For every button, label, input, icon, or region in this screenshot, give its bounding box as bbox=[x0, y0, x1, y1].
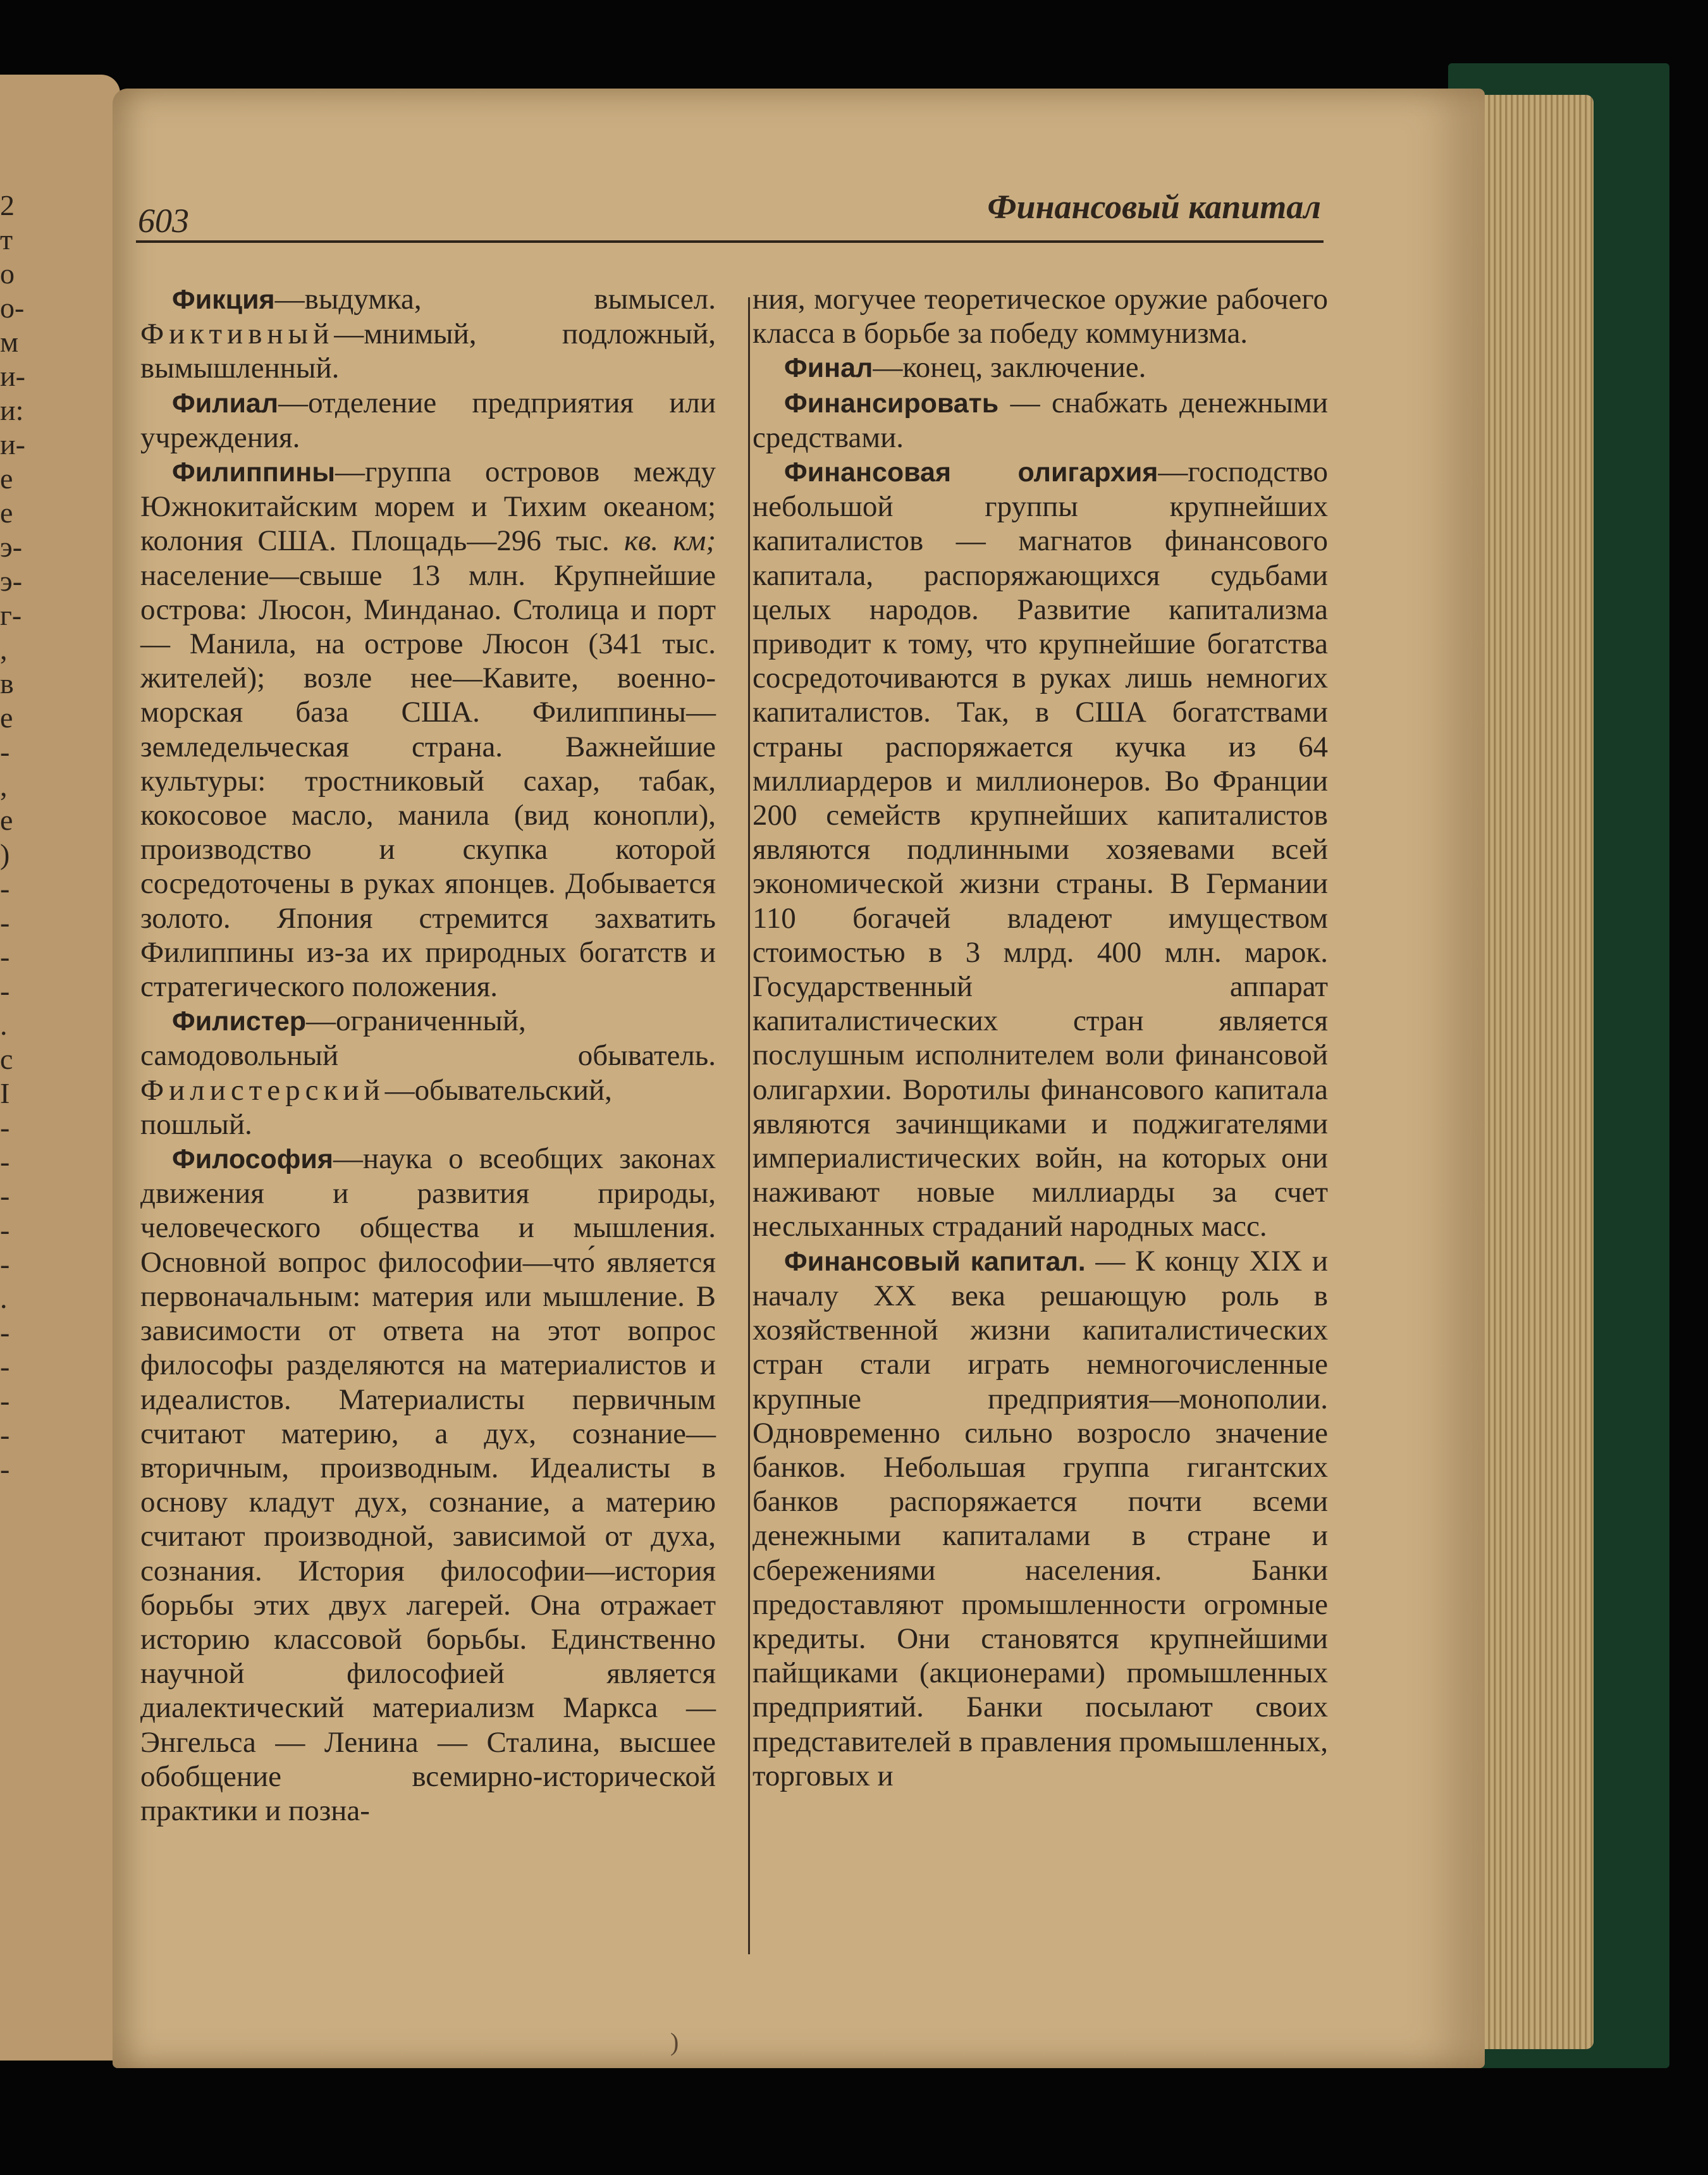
entry-text: —группа островов между Южнокитайским морем и Тихим океаном; колония США. Площадь—296 тыс. bbox=[140, 455, 716, 558]
entry-text: —отделение предприятия или учреждения. bbox=[140, 386, 716, 454]
entry-term: Финансовая олигархия bbox=[784, 457, 1158, 488]
sliver-character: - bbox=[0, 1111, 10, 1143]
sliver-character: - bbox=[0, 1316, 10, 1348]
entry-text: —обывательский, пошлый. bbox=[140, 1073, 612, 1141]
sliver-character: - bbox=[0, 906, 10, 939]
entry-subterm: Фиктивный bbox=[140, 317, 335, 351]
sliver-character: , bbox=[0, 770, 8, 802]
entry-text: —наука о всеобщих законах движения и развития природы, человеческого общества и мышления. Основной вопрос философии—что́ является первоначальным: материя или мышление. В зависимости от ответа на этот вопрос философы разделяются на материалистов и идеалистов. Материалисты первичным считают материю, а дух, сознание—вторичным, производным. Идеалисты в основу кладут дух, сознание, а материю считают производной, зависимой от духа, сознания. История философии—история борьбы этих двух лагерей. Она отражает историю классовой борьбы. Единственно научной философией является диалектический материализм Маркса — Энгельса — Ленина — Сталина, высшее обобщение всемирно-исторической практики и позна- bbox=[140, 1142, 716, 1827]
page-number: 603 bbox=[138, 202, 189, 240]
left-column bbox=[140, 282, 716, 1828]
sliver-character: е bbox=[0, 804, 13, 836]
sliver-character: - bbox=[0, 1180, 10, 1212]
sliver-character: с bbox=[0, 1043, 13, 1075]
entry-term: Финансировать bbox=[784, 388, 999, 419]
sliver-character: - bbox=[0, 1350, 10, 1383]
sliver-character: е bbox=[0, 701, 13, 734]
sliver-character: - bbox=[0, 1419, 10, 1451]
entry-filial bbox=[140, 386, 716, 455]
sliver-character: - bbox=[0, 1145, 10, 1178]
sliver-character: - bbox=[0, 1214, 10, 1246]
header-rule bbox=[136, 240, 1324, 243]
entry-subterm: Филистерский bbox=[140, 1073, 385, 1107]
entry-filister bbox=[140, 1004, 716, 1142]
sliver-character: - bbox=[0, 1248, 10, 1280]
entry-text: — К концу XIX и началу XX века решающую роль в хозяйственной жизни капиталистических стран стали играть немногочисленные крупные предприятия—монополии. Одновременно сильно возросло значение банков. Небольшая группа гигантских банков распоряжается почти всеми денежными капиталами в стране и сбережениями населения. Банки предоставляют промышленности огромные кредиты. Они становятся крупнейшими пайщиками (акционерами) промышленных предприятий. Банки посылают своих представителей в правления промышленных, торговых и bbox=[753, 1244, 1328, 1792]
entry-text: —мнимый, подложный, вымышленный. bbox=[140, 317, 716, 385]
sliver-character: - bbox=[0, 1384, 10, 1417]
entry-text: население—свыше 13 млн. Крупнейшие острова: Люсон, Минданао. Столица и порт — Манила, на острове Люсон (341 тыс. жителей); возле нее—Кавите, военно-морская база США. Филиппины—земледельческая страна. Важнейшие культуры: тростниковый сахар, табак, кокосовое масло, манила (вид конопли), производство и скупка которой сосредоточены в руках японцев. Добывается золото. Япония стремится захватить Филиппины из-за их природных богатств и стратегического положения. bbox=[140, 558, 716, 1004]
running-title: Финансовый капитал bbox=[987, 188, 1321, 226]
entry-term: Философия bbox=[172, 1144, 333, 1175]
sliver-character: и- bbox=[0, 360, 25, 392]
entry-term: Филистер bbox=[172, 1006, 307, 1037]
sliver-character: , bbox=[0, 633, 8, 665]
sliver-character: г- bbox=[0, 599, 22, 631]
entry-text: —выдумка, вымысел. bbox=[274, 283, 716, 316]
sliver-character: . bbox=[0, 1009, 8, 1041]
sliver-character: е bbox=[0, 496, 13, 529]
entry-term: Финал bbox=[784, 353, 873, 384]
entry-term: Финансовый капитал. bbox=[784, 1246, 1086, 1277]
sliver-character: э- bbox=[0, 531, 23, 563]
entry-finansirovat bbox=[753, 386, 1328, 455]
entry-continuation: ния, могучее теоретическое оружие рабочего класса в борьбе за победу коммунизма. bbox=[753, 283, 1328, 350]
gutter-mark: ) bbox=[670, 2028, 679, 2056]
right-column bbox=[753, 282, 1328, 1793]
entry-filippiny bbox=[140, 455, 716, 1004]
sliver-character: ) bbox=[0, 838, 10, 870]
sliver-character: - bbox=[0, 1453, 10, 1485]
sliver-character: е bbox=[0, 462, 13, 495]
entry-fikcia bbox=[140, 282, 716, 386]
entry-unit: кв. км; bbox=[624, 524, 716, 558]
sliver-character: о bbox=[0, 257, 15, 290]
entry-term: Филиал bbox=[172, 388, 279, 419]
entry-text: —ограниченный, самодовольный обыватель. bbox=[140, 1004, 716, 1073]
entry-text: —господство небольшой группы крупнейших капиталистов — магнатов финансового капитала, распоряжающихся судьбами целых народов. Развитие капитализма приводит к тому, что крупнейшие богатства сосредоточиваются в руках лишь немногих капиталистов. Так, в США богатствами страны распоряжается кучка из 64 миллиардеров и миллионеров. Во Франции 200 семейств крупнейших капиталистов являются подлинными хозяевами всей экономической жизни страны. В Германии 110 богачей владеют имуществом стоимостью в 3 млрд. 400 млн. марок. Государственный аппарат капиталистических стран является послушным исполнителем воли финансовой олигархии. Воротилы финансового капитала являются зачинщиками и поджигателями империалистических войн, на которых они наживают новые миллиарды за счет неслыханных страданий народных масс. bbox=[753, 455, 1328, 1243]
entry-text: —конец, заключение. bbox=[873, 351, 1146, 385]
entry-finansovyj-kapital bbox=[753, 1244, 1328, 1793]
sliver-character: - bbox=[0, 736, 10, 768]
entry-term: Фикция bbox=[172, 285, 275, 315]
page-edges bbox=[1473, 95, 1594, 2049]
sliver-character: - bbox=[0, 975, 10, 1007]
sliver-character: и: bbox=[0, 394, 24, 426]
sliver-character: в bbox=[0, 667, 14, 699]
sliver-character: т bbox=[0, 223, 13, 256]
entry-final bbox=[753, 350, 1328, 385]
sliver-character: э- bbox=[0, 565, 23, 597]
entry-text: — снабжать денежными средствами. bbox=[753, 386, 1328, 454]
entry-filosofia bbox=[140, 1142, 716, 1828]
sliver-character: . bbox=[0, 1282, 8, 1314]
entry-oligarhia bbox=[753, 455, 1328, 1244]
previous-page-sliver bbox=[0, 75, 120, 2061]
sliver-character: м bbox=[0, 326, 19, 358]
sliver-character: I bbox=[0, 1077, 10, 1109]
sliver-character: 2 bbox=[0, 189, 15, 221]
sliver-character: - bbox=[0, 940, 10, 973]
column-divider bbox=[748, 297, 750, 1954]
sliver-character: о- bbox=[0, 292, 25, 324]
sliver-character: и- bbox=[0, 428, 25, 460]
sliver-character: - bbox=[0, 872, 10, 904]
entry-term: Филиппины bbox=[172, 457, 335, 488]
